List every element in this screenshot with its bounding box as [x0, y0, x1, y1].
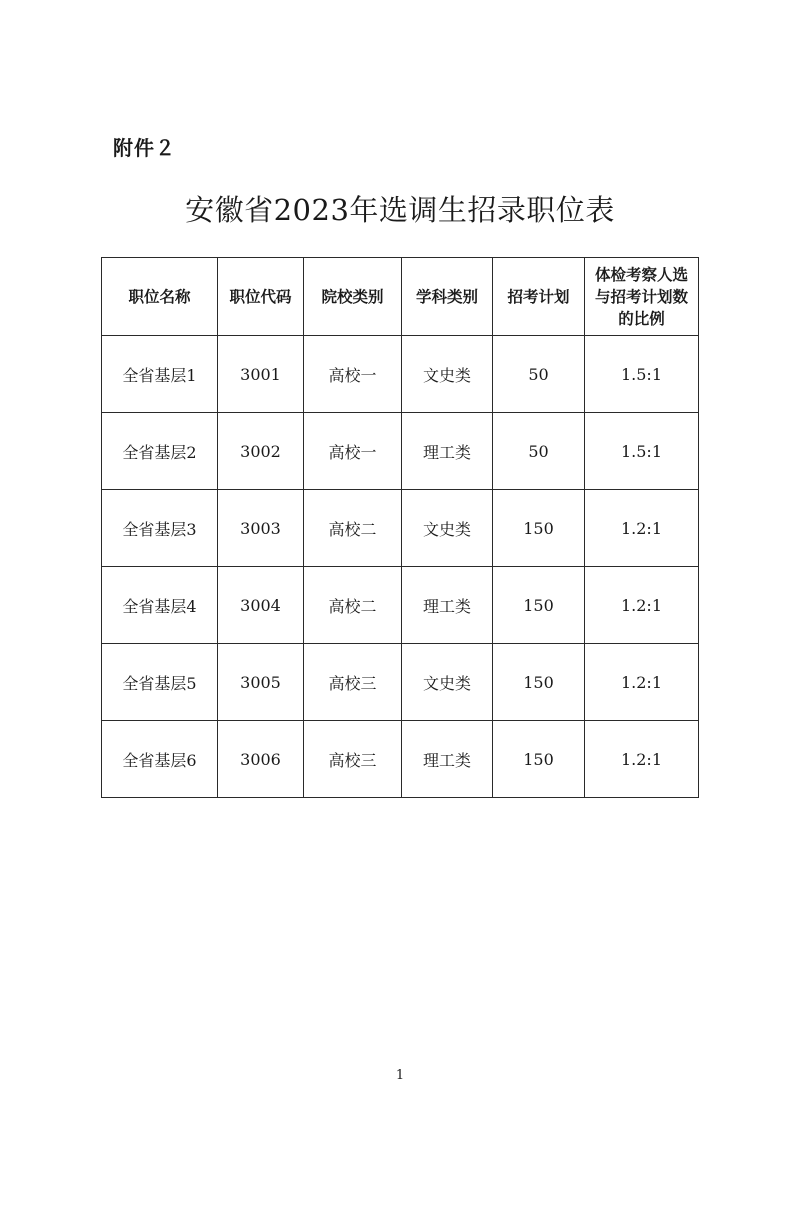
- page-number: 1: [395, 1068, 405, 1083]
- header-school-category: 院校类别: [304, 258, 402, 336]
- cell-subject-category: 文史类: [402, 336, 493, 413]
- cell-subject-category: 理工类: [402, 413, 493, 490]
- cell-recruitment-plan: 150: [493, 721, 585, 798]
- cell-position-name: 全省基层1: [102, 336, 218, 413]
- cell-school-category: 高校一: [304, 336, 402, 413]
- cell-school-category: 高校一: [304, 413, 402, 490]
- table-row: [102, 413, 699, 490]
- header-subject-category: 学科类别: [402, 258, 493, 336]
- cell-ratio: 1.5:1: [585, 336, 699, 413]
- cell-school-category: 高校三: [304, 721, 402, 798]
- attachment-label: 附件２: [113, 136, 176, 160]
- cell-subject-category: 理工类: [402, 721, 493, 798]
- cell-position-name: 全省基层6: [102, 721, 218, 798]
- cell-recruitment-plan: 150: [493, 490, 585, 567]
- cell-ratio: 1.2:1: [585, 721, 699, 798]
- cell-recruitment-plan: 150: [493, 567, 585, 644]
- table-row: [102, 644, 699, 721]
- cell-position-code: 3006: [218, 721, 304, 798]
- positions-table: [101, 257, 699, 798]
- table-row: [102, 336, 699, 413]
- cell-subject-category: 文史类: [402, 644, 493, 721]
- cell-position-name: 全省基层5: [102, 644, 218, 721]
- header-recruitment-plan: 招考计划: [493, 258, 585, 336]
- cell-recruitment-plan: 150: [493, 644, 585, 721]
- table-header-row: [102, 258, 699, 336]
- table-row: [102, 490, 699, 567]
- cell-position-code: 3002: [218, 413, 304, 490]
- header-ratio: 体检考察人选与招考计划数的比例: [585, 258, 699, 336]
- cell-position-code: 3001: [218, 336, 304, 413]
- cell-position-code: 3003: [218, 490, 304, 567]
- table-row: [102, 721, 699, 798]
- cell-school-category: 高校二: [304, 567, 402, 644]
- cell-position-code: 3004: [218, 567, 304, 644]
- cell-position-name: 全省基层3: [102, 490, 218, 567]
- cell-recruitment-plan: 50: [493, 336, 585, 413]
- table-row: [102, 567, 699, 644]
- cell-subject-category: 理工类: [402, 567, 493, 644]
- cell-ratio: 1.5:1: [585, 413, 699, 490]
- cell-position-code: 3005: [218, 644, 304, 721]
- cell-ratio: 1.2:1: [585, 567, 699, 644]
- cell-position-name: 全省基层4: [102, 567, 218, 644]
- cell-ratio: 1.2:1: [585, 644, 699, 721]
- header-position-name: 职位名称: [102, 258, 218, 336]
- cell-position-name: 全省基层2: [102, 413, 218, 490]
- cell-school-category: 高校三: [304, 644, 402, 721]
- cell-recruitment-plan: 50: [493, 413, 585, 490]
- document-title: 安徽省2023年选调生招录职位表: [185, 193, 615, 227]
- cell-ratio: 1.2:1: [585, 490, 699, 567]
- cell-school-category: 高校二: [304, 490, 402, 567]
- cell-subject-category: 文史类: [402, 490, 493, 567]
- header-position-code: 职位代码: [218, 258, 304, 336]
